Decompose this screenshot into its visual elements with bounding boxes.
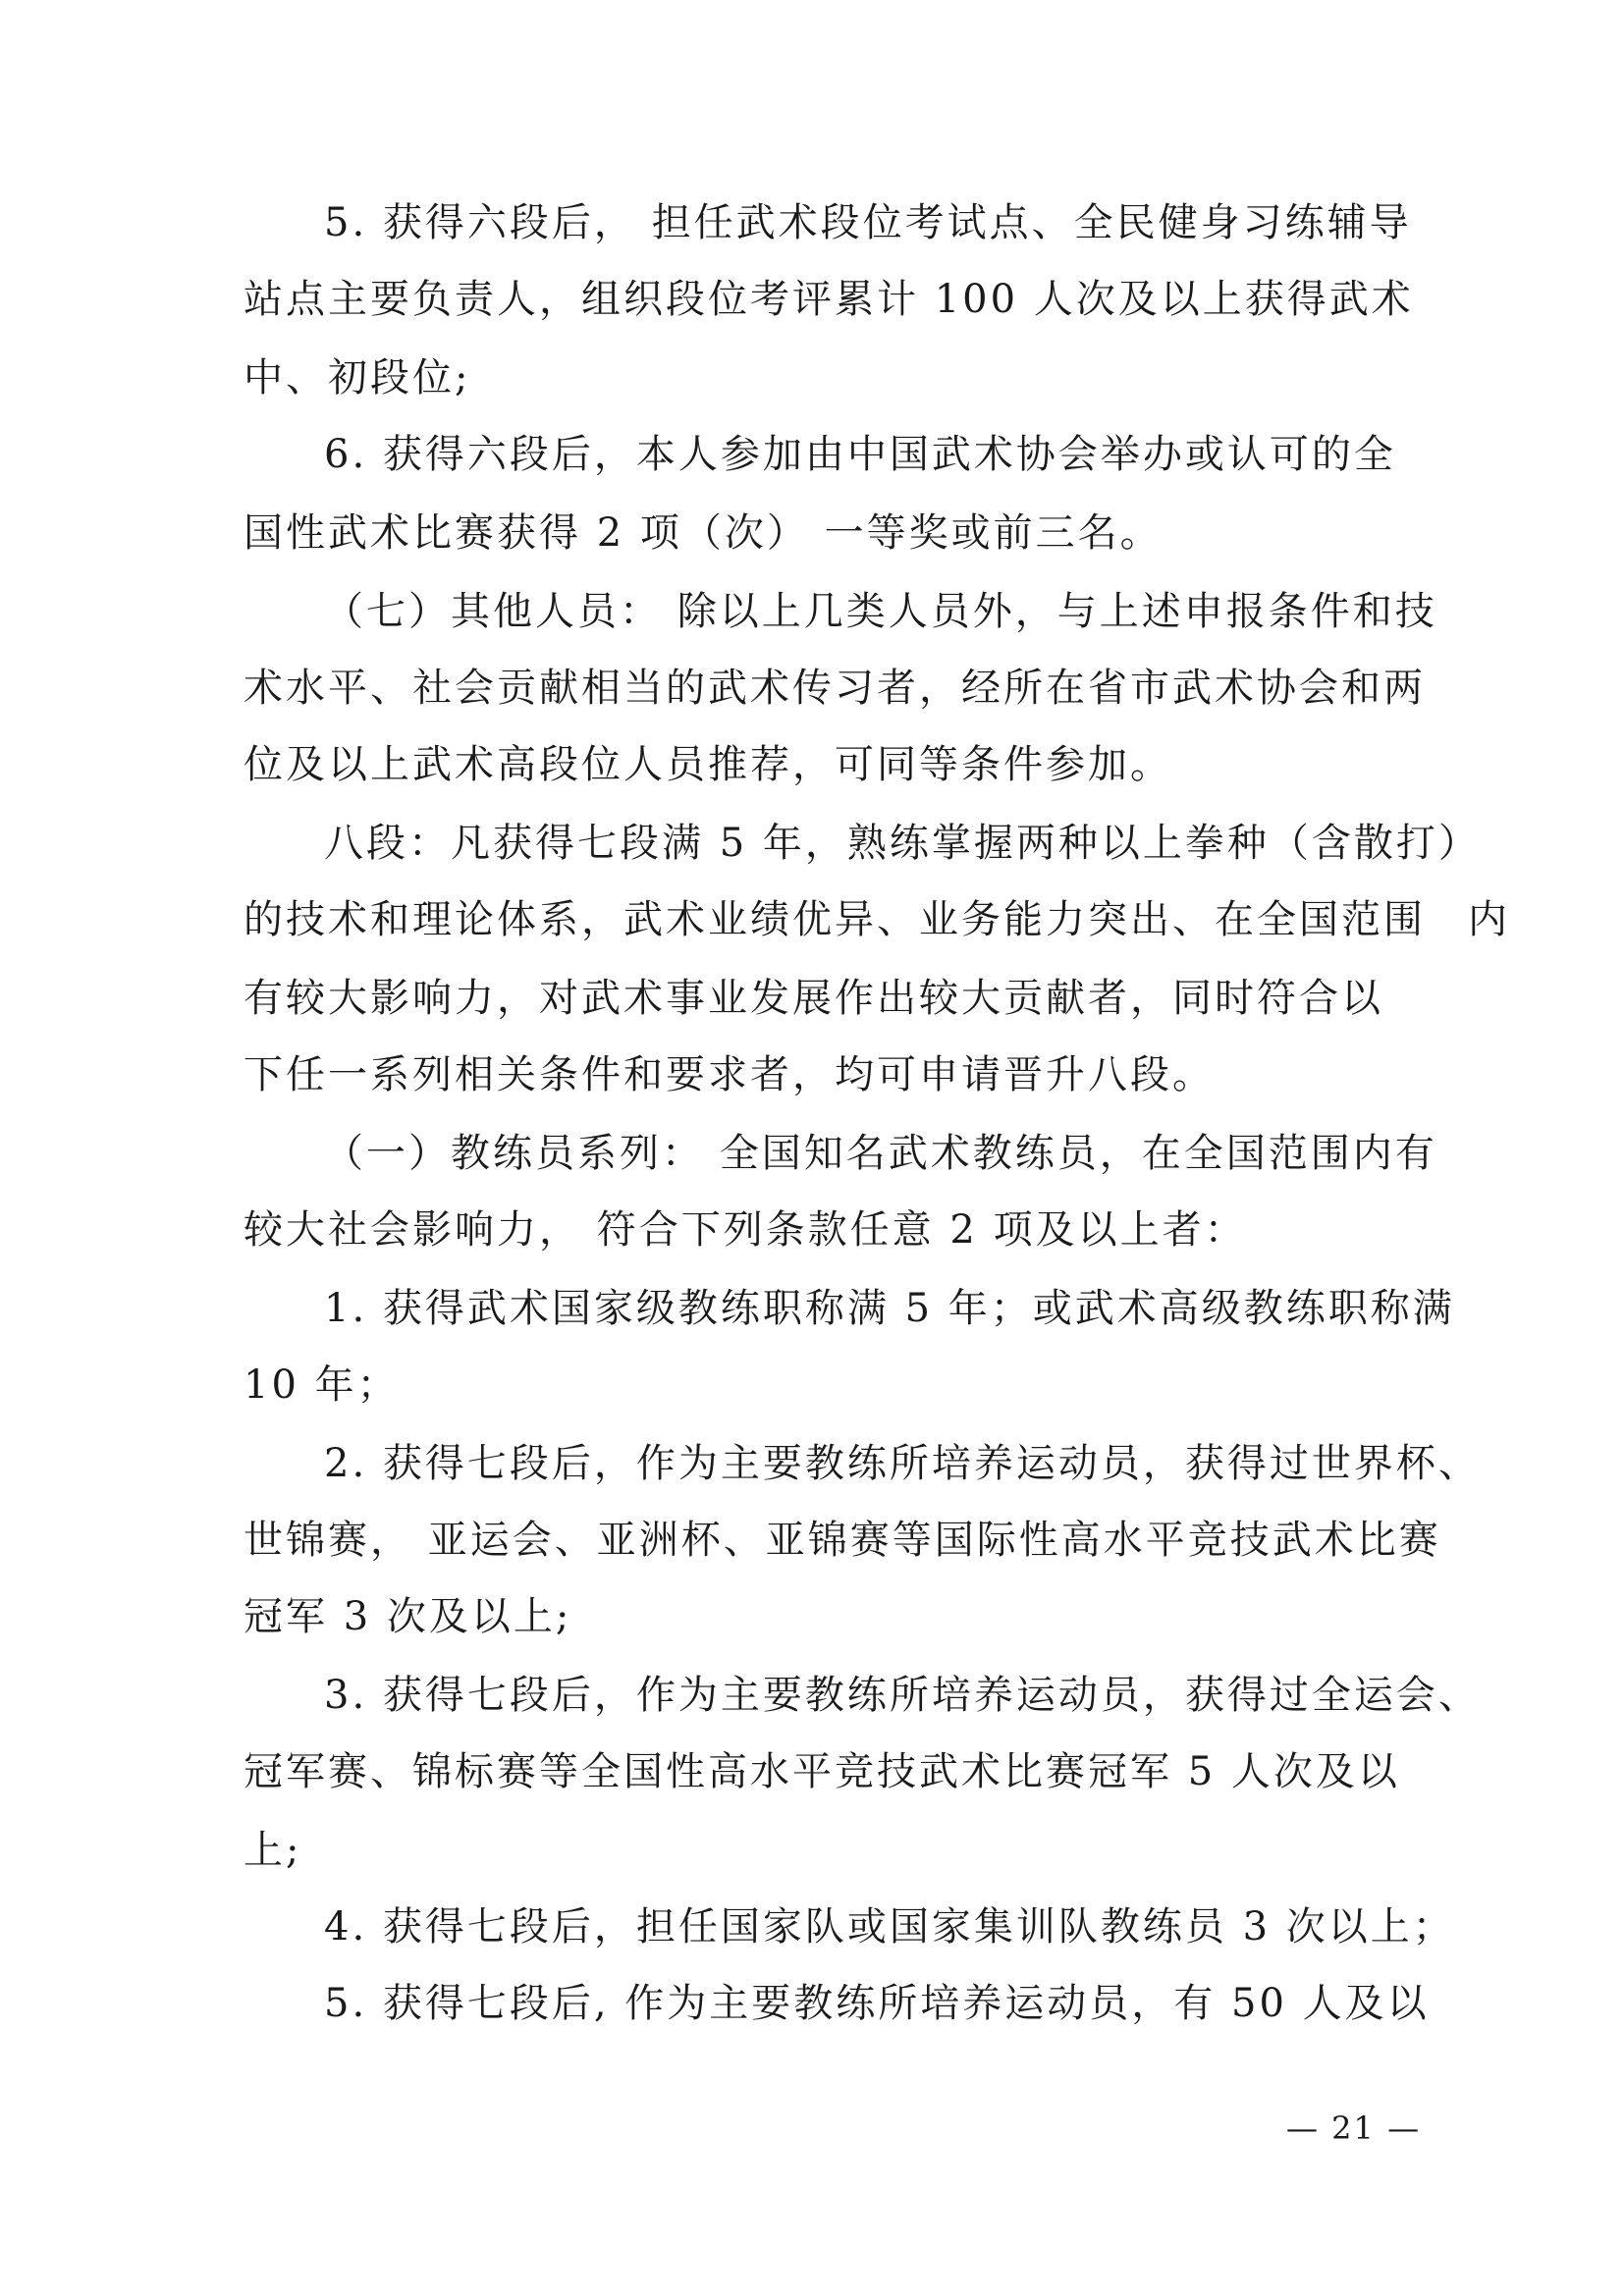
text-line: 冠军 3 次及以上; [244,1594,572,1639]
text-line: 国性武术比赛获得 2 项（次） 一等奖或前三名。 [244,510,1163,556]
text-line: 4. 获得七段后，担任国家队或国家集训队教练员 3 次以上； [324,1904,1455,1949]
text-line: 1. 获得武术国家级教练职称满 5 年；或武术高级教练职称满 [324,1286,1455,1331]
text-line: 八段：凡获得七段满 5 年，熟练掌握两种以上拳种（含散打） [324,821,1481,866]
text-line: 10 年； [244,1362,400,1408]
text-line: 5. 获得七段后, 作为主要教练所培养运动员，有 50 人及以 [324,1981,1430,2026]
text-line: 下任一系列相关条件和要求者，均可申请晋升八段。 [244,1052,1215,1097]
page-number: — 21 — [1286,2109,1422,2147]
text-line: 5. 获得六段后， 担任武术段位考试点、全民健身习练辅导 [324,200,1412,245]
text-line: 中、初段位; [244,355,471,400]
text-line: 冠军赛、锦标赛等全国性高水平竞技武术比赛冠军 5 人次及以 [244,1749,1400,1794]
text-line: 位及以上武术高段位人员推荐，可同等条件参加。 [244,742,1172,787]
text-line: 世锦赛， 亚运会、亚洲杯、亚锦赛等国际性高水平竞技武术比赛 [244,1518,1441,1563]
text-line: 的技术和理论体系，武术业绩优异、业务能力突出、在全国范围 内 [244,897,1510,942]
text-line: （一）教练员系列： 全国知名武术教练员，在全国范围内有 [324,1131,1437,1176]
text-line: 3. 获得七段后，作为主要教练所培养运动员，获得过全运会、 [324,1673,1481,1718]
text-line: 上; [244,1828,302,1873]
text-line: 6. 获得六段后，本人参加由中国武术协会举办或认可的全 [324,432,1396,477]
text-line: 较大社会影响力， 符合下列条款任意 2 项及以上者： [244,1207,1247,1253]
text-line: 有较大影响力，对武术事业发展作出较大贡献者，同时符合以 [244,976,1383,1021]
text-line: 术水平、社会贡献相当的武术传习者，经所在省市武术协会和两 [244,666,1426,711]
text-line: （七）其他人员： 除以上几类人员外，与上述申报条件和技 [324,589,1437,634]
text-line: 2. 获得七段后，作为主要教练所培养运动员，获得过世界杯、 [324,1441,1481,1486]
text-line: 站点主要负责人，组织段位考评累计 100 人次及以上获得武术 [244,277,1414,322]
